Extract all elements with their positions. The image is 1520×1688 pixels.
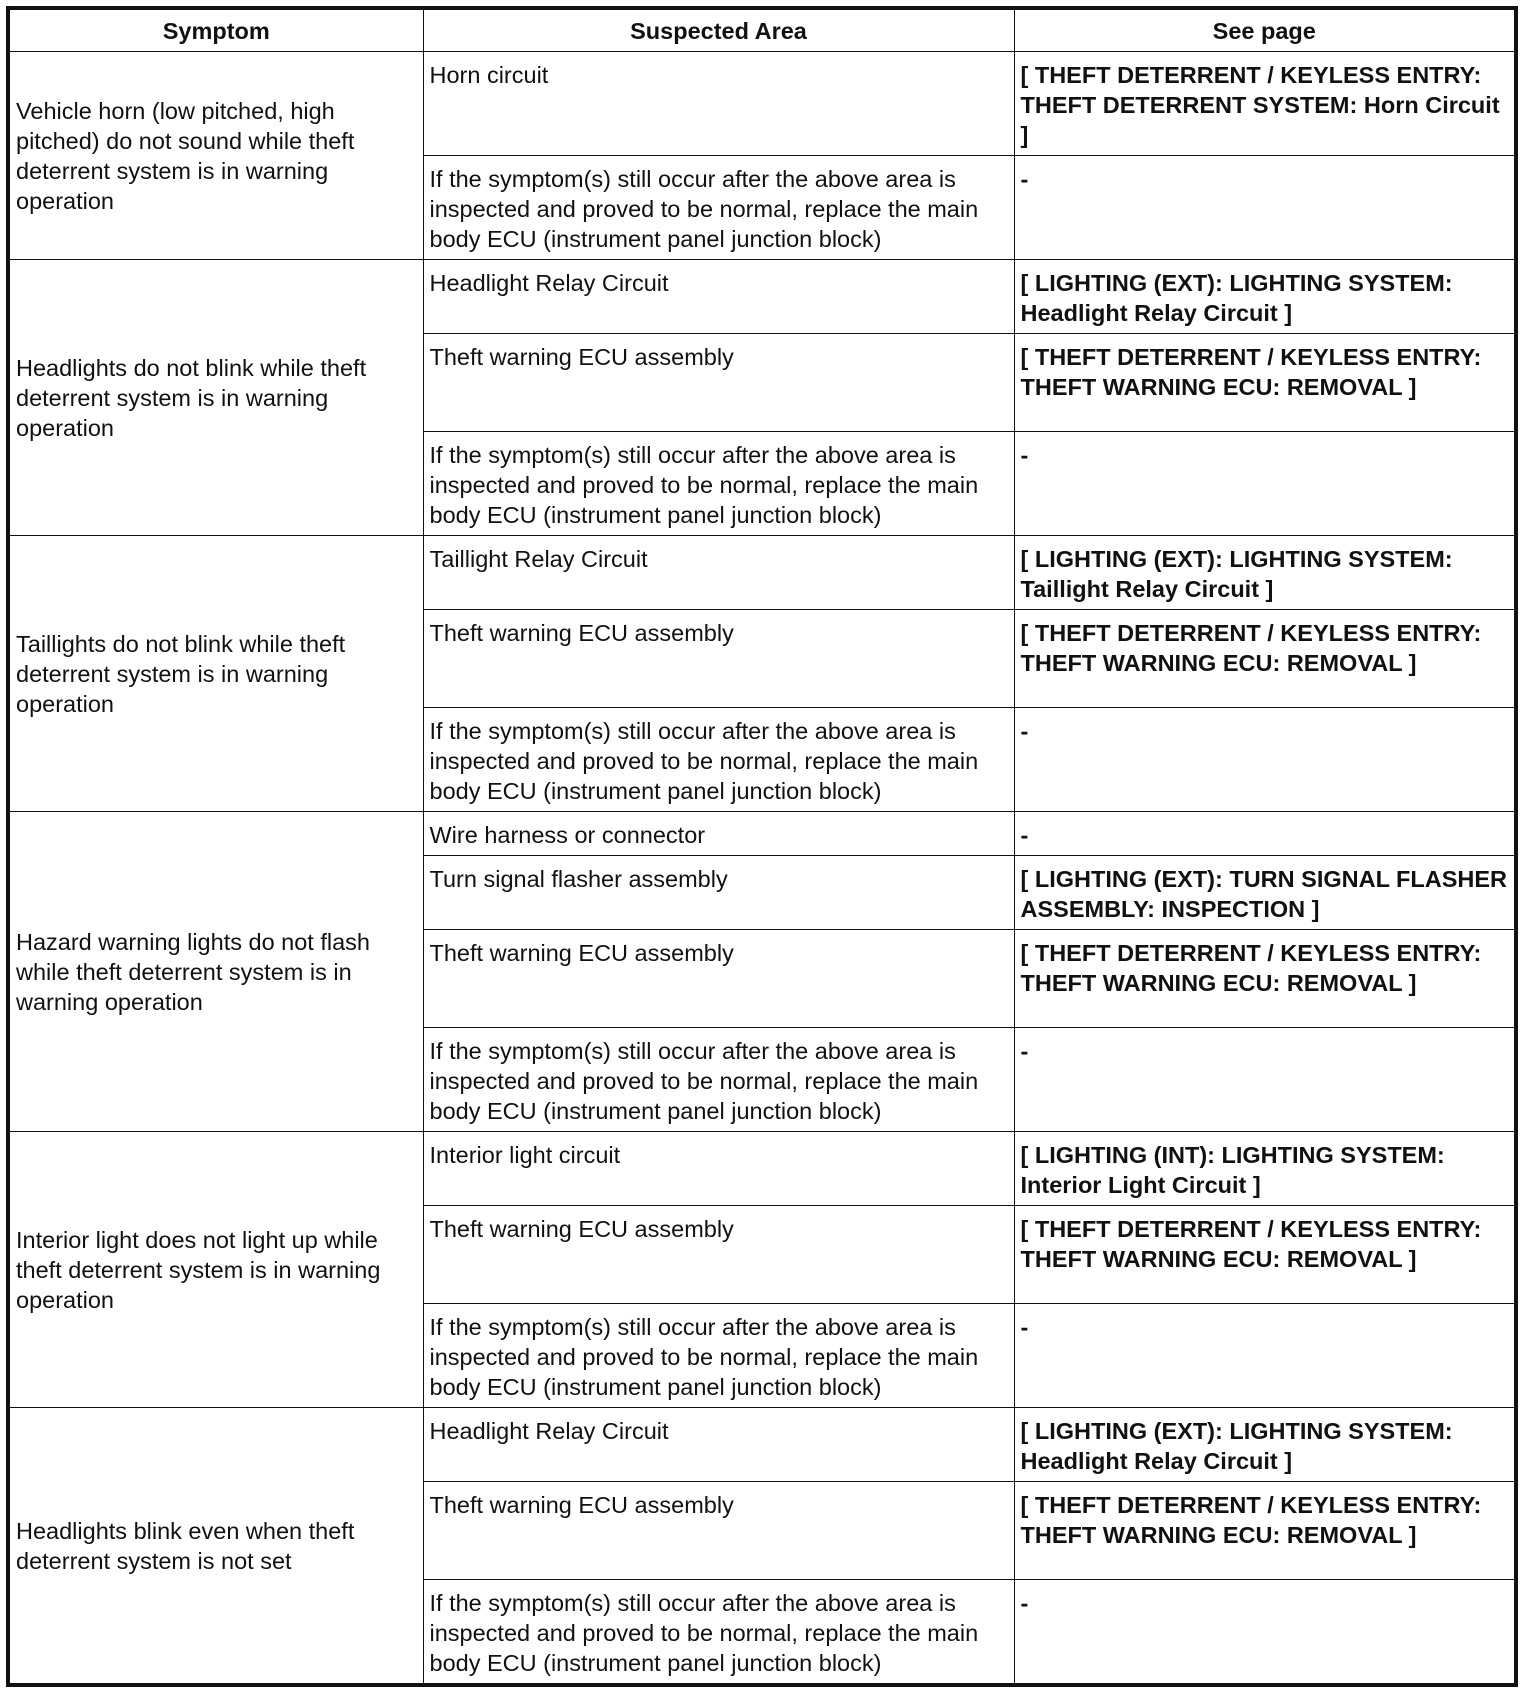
suspected-area-cell: Theft warning ECU assembly: [423, 1206, 1014, 1304]
see-page-cell: -: [1014, 812, 1516, 856]
suspected-area-cell: If the symptom(s) still occur after the above area is inspected and proved to be normal, replace the main body ECU (instrument panel junction block): [423, 708, 1014, 812]
suspected-area-cell: If the symptom(s) still occur after the above area is inspected and proved to be normal, replace the main body ECU (instrument panel junction block): [423, 1304, 1014, 1408]
suspected-area-cell: Wire harness or connector: [423, 812, 1014, 856]
see-page-cell: [ LIGHTING (EXT): LIGHTING SYSTEM: Taillight Relay Circuit ]: [1014, 536, 1516, 610]
suspected-area-cell: If the symptom(s) still occur after the above area is inspected and proved to be normal, replace the main body ECU (instrument panel junction block): [423, 1028, 1014, 1132]
suspected-area-cell: If the symptom(s) still occur after the above area is inspected and proved to be normal, replace the main body ECU (instrument panel junction block): [423, 432, 1014, 536]
table-row: [8, 812, 1516, 856]
see-page-cell: -: [1014, 156, 1516, 260]
suspected-area-cell: Turn signal flasher assembly: [423, 856, 1014, 930]
table-row: [8, 1408, 1516, 1482]
suspected-area-cell: If the symptom(s) still occur after the above area is inspected and proved to be normal, replace the main body ECU (instrument panel junction block): [423, 1580, 1014, 1686]
suspected-area-cell: Theft warning ECU assembly: [423, 334, 1014, 432]
see-page-cell: [ LIGHTING (EXT): LIGHTING SYSTEM: Headlight Relay Circuit ]: [1014, 1408, 1516, 1482]
see-page-cell: [ THEFT DETERRENT / KEYLESS ENTRY: THEFT WARNING ECU: REMOVAL ]: [1014, 610, 1516, 708]
suspected-area-cell: Theft warning ECU assembly: [423, 930, 1014, 1028]
suspected-area-cell: Interior light circuit: [423, 1132, 1014, 1206]
suspected-area-cell: Theft warning ECU assembly: [423, 1482, 1014, 1580]
symptom-table: [6, 6, 1518, 1687]
symptom-cell: Taillights do not blink while theft deterrent system is in warning operation: [8, 536, 423, 812]
see-page-cell: -: [1014, 1304, 1516, 1408]
suspected-area-cell: Headlight Relay Circuit: [423, 1408, 1014, 1482]
see-page-cell: [ THEFT DETERRENT / KEYLESS ENTRY: THEFT WARNING ECU: REMOVAL ]: [1014, 1206, 1516, 1304]
see-page-cell: -: [1014, 1028, 1516, 1132]
symptom-cell: Headlights do not blink while theft deterrent system is in warning operation: [8, 260, 423, 536]
symptom-cell: Headlights blink even when theft deterrent system is not set: [8, 1408, 423, 1686]
symptom-cell: Hazard warning lights do not flash while theft deterrent system is in warning operation: [8, 812, 423, 1132]
table-row: [8, 1132, 1516, 1206]
see-page-cell: -: [1014, 1580, 1516, 1686]
table-row: [8, 260, 1516, 334]
header-row: [8, 8, 1516, 52]
table-body: [8, 52, 1516, 1686]
symptom-cell: Vehicle horn (low pitched, high pitched) do not sound while theft deterrent system is in warning operation: [8, 52, 423, 260]
suspected-area-cell: Headlight Relay Circuit: [423, 260, 1014, 334]
see-page-cell: -: [1014, 708, 1516, 812]
header-suspected-area: Suspected Area: [423, 8, 1014, 52]
suspected-area-cell: Theft warning ECU assembly: [423, 610, 1014, 708]
see-page-cell: -: [1014, 432, 1516, 536]
see-page-cell: [ THEFT DETERRENT / KEYLESS ENTRY: THEFT DETERRENT SYSTEM: Horn Circuit ]: [1014, 52, 1516, 156]
suspected-area-cell: If the symptom(s) still occur after the above area is inspected and proved to be normal, replace the main body ECU (instrument panel junction block): [423, 156, 1014, 260]
header-see-page: See page: [1014, 8, 1516, 52]
suspected-area-cell: Taillight Relay Circuit: [423, 536, 1014, 610]
table-row: [8, 52, 1516, 156]
see-page-cell: [ LIGHTING (EXT): LIGHTING SYSTEM: Headlight Relay Circuit ]: [1014, 260, 1516, 334]
see-page-cell: [ THEFT DETERRENT / KEYLESS ENTRY: THEFT WARNING ECU: REMOVAL ]: [1014, 334, 1516, 432]
header-symptom: Symptom: [8, 8, 423, 52]
see-page-cell: [ LIGHTING (EXT): TURN SIGNAL FLASHER ASSEMBLY: INSPECTION ]: [1014, 856, 1516, 930]
see-page-cell: [ THEFT DETERRENT / KEYLESS ENTRY: THEFT WARNING ECU: REMOVAL ]: [1014, 1482, 1516, 1580]
symptom-cell: Interior light does not light up while theft deterrent system is in warning operation: [8, 1132, 423, 1408]
table-row: [8, 536, 1516, 610]
see-page-cell: [ LIGHTING (INT): LIGHTING SYSTEM: Interior Light Circuit ]: [1014, 1132, 1516, 1206]
see-page-cell: [ THEFT DETERRENT / KEYLESS ENTRY: THEFT WARNING ECU: REMOVAL ]: [1014, 930, 1516, 1028]
suspected-area-cell: Horn circuit: [423, 52, 1014, 156]
